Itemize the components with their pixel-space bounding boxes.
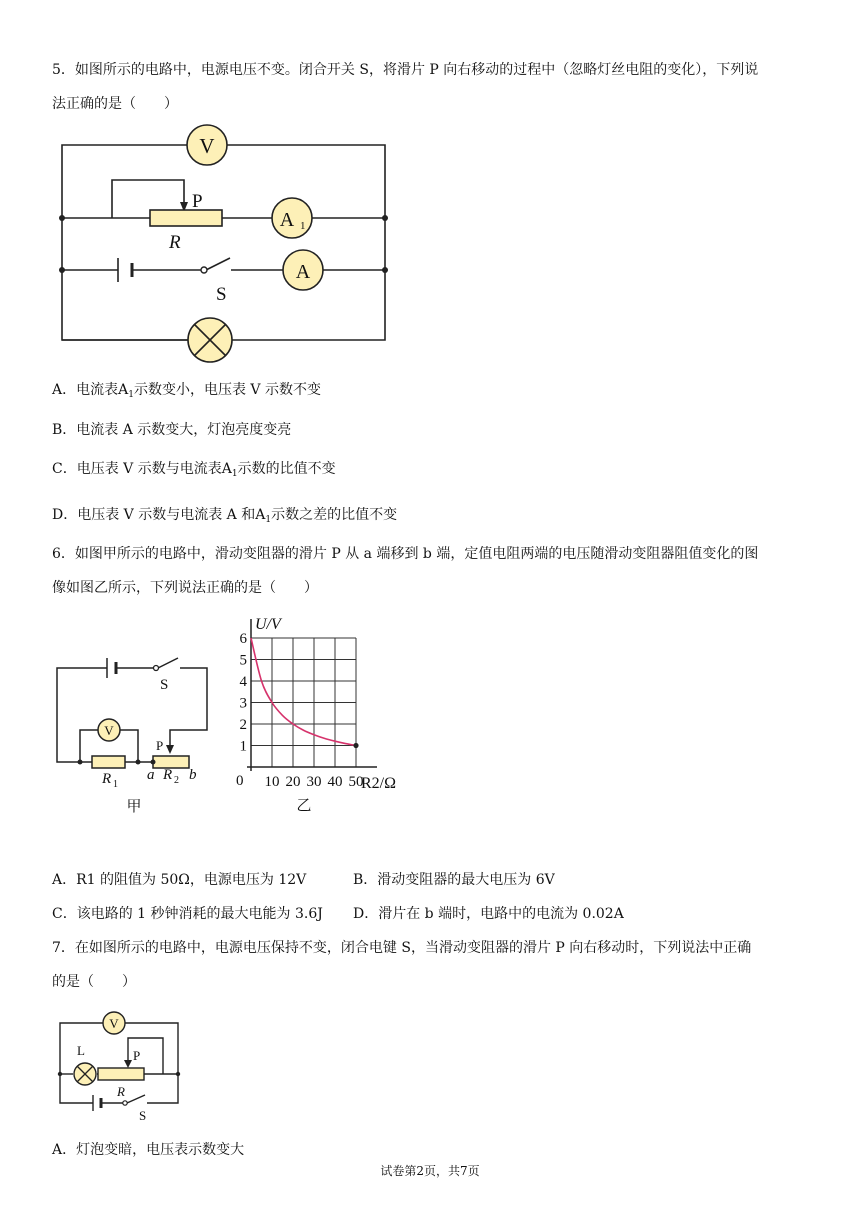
q6-option-a: A．R1 的阻值为 50Ω，电源电压为 12V <box>52 872 307 888</box>
chart-x-tick-label: 40 <box>327 774 343 790</box>
chart-y-tick-label: 3 <box>239 695 247 712</box>
q6-option-c: C．该电路的 1 秒钟消耗的最大电能为 3.6J <box>52 906 323 922</box>
chart-x-axis-label: R2/Ω <box>361 775 397 792</box>
q5-stem-line-2: 法正确的是（ ） <box>52 96 178 112</box>
chart-y-tick-label: 5 <box>239 652 247 669</box>
q6-stem-line-2: 像如图乙所示，下列说法正确的是（ ） <box>52 580 318 596</box>
chart-x-tick-label: 30 <box>306 774 322 790</box>
chart-y-tick-label: 2 <box>239 717 247 733</box>
q6-option-b: B．滑动变阻器的最大电压为 6V <box>353 872 555 888</box>
chart-endpoint-dot <box>353 743 358 748</box>
q5-circuit-diagram <box>55 120 395 370</box>
q7-stem-line-1: 7．在如图所示的电路中，电源电压保持不变，闭合电键 S，当滑动变阻器的滑片 P 向右移动时，下列说法中正确 <box>52 940 752 956</box>
q6-r2-subscript: 2 <box>174 775 179 786</box>
q5-ammeter-a1-subscript: 1 <box>300 220 306 232</box>
chart-caption-yi: 乙 <box>296 798 312 814</box>
q6-caption-jia: 甲 <box>126 799 142 815</box>
q5-option-c: C．电压表 V 示数与电流表$A_1$示数的比值不变 <box>52 461 336 479</box>
chart-axes <box>247 619 377 771</box>
q5-switch-label: S <box>216 284 227 305</box>
q7-switch-label: S <box>139 1108 147 1123</box>
q6-r1-subscript: 1 <box>113 779 118 790</box>
q5-ammeter-a1-label: A <box>279 209 295 231</box>
q7-circuit-diagram <box>55 1008 190 1123</box>
q6-slider-label: P <box>156 738 164 753</box>
q6-circuit-diagram-jia <box>50 650 220 820</box>
q5-ammeter-a-label: A <box>295 261 311 283</box>
q5-slider-label: P <box>192 191 203 212</box>
chart-x-tick-label: 20 <box>285 774 301 790</box>
q7-resistor-label: R <box>117 1084 125 1099</box>
q6-terminal-b-label: b <box>189 767 197 783</box>
chart-y-tick-label: 1 <box>239 738 247 755</box>
chart-y-tick-label: 4 <box>239 674 247 690</box>
q7-voltmeter-label: V <box>109 1016 119 1031</box>
q5-option-d: D．电压表 V 示数与电流表 A 和$A_1$示数之差的比值不变 <box>52 507 398 525</box>
q5-stem-line-1: 5．如图所示的电路中，电源电压不变。闭合开关 S，将滑片 P 向右移动的过程中（忽略灯丝电阻的变化），下列说 <box>52 62 759 78</box>
chart-origin-label: 0 <box>236 773 244 789</box>
chart-grid <box>251 638 356 767</box>
chart-tick-labels <box>240 631 364 790</box>
q6-r1-label: R <box>102 771 112 787</box>
chart-x-tick-label: 50 <box>348 774 364 790</box>
q5-voltmeter-label: V <box>199 134 215 158</box>
page-footer: 试卷第2页，共7页 <box>380 1164 480 1178</box>
q6-option-d: D．滑片在 b 端时，电路中的电流为 0.02A <box>353 906 624 922</box>
chart-x-tick-label: 10 <box>264 774 280 790</box>
q6-voltmeter-label: V <box>104 723 114 738</box>
q6-r2-label: R <box>163 767 173 783</box>
q6-terminal-a-label: a <box>147 767 155 783</box>
chart-y-tick-label: 6 <box>239 631 247 647</box>
q7-lamp-label: L <box>77 1043 85 1058</box>
q5-option-a: A．电流表$A_1$示数变小，电压表 V 示数不变 <box>52 382 321 400</box>
q5-resistor-label: R <box>169 232 181 253</box>
q7-stem-line-2: 的是（ ） <box>52 974 136 990</box>
q6-stem-line-1: 6．如图甲所示的电路中，滑动变阻器的滑片 P 从 a 端移到 b 端，定值电阻两端的电压随滑动变阻器阻值变化的图 <box>52 546 759 562</box>
chart-y-axis-label: U/V <box>255 616 281 633</box>
q6-chart-yi <box>225 605 410 820</box>
q7-slider-label: P <box>133 1048 141 1063</box>
chart-series-curve <box>251 638 356 746</box>
q6-switch-label: S <box>160 677 169 693</box>
q5-option-b: B．电流表 A 示数变大，灯泡亮度变亮 <box>52 422 292 438</box>
q7-option-a: A．灯泡变暗，电压表示数变大 <box>52 1142 245 1158</box>
